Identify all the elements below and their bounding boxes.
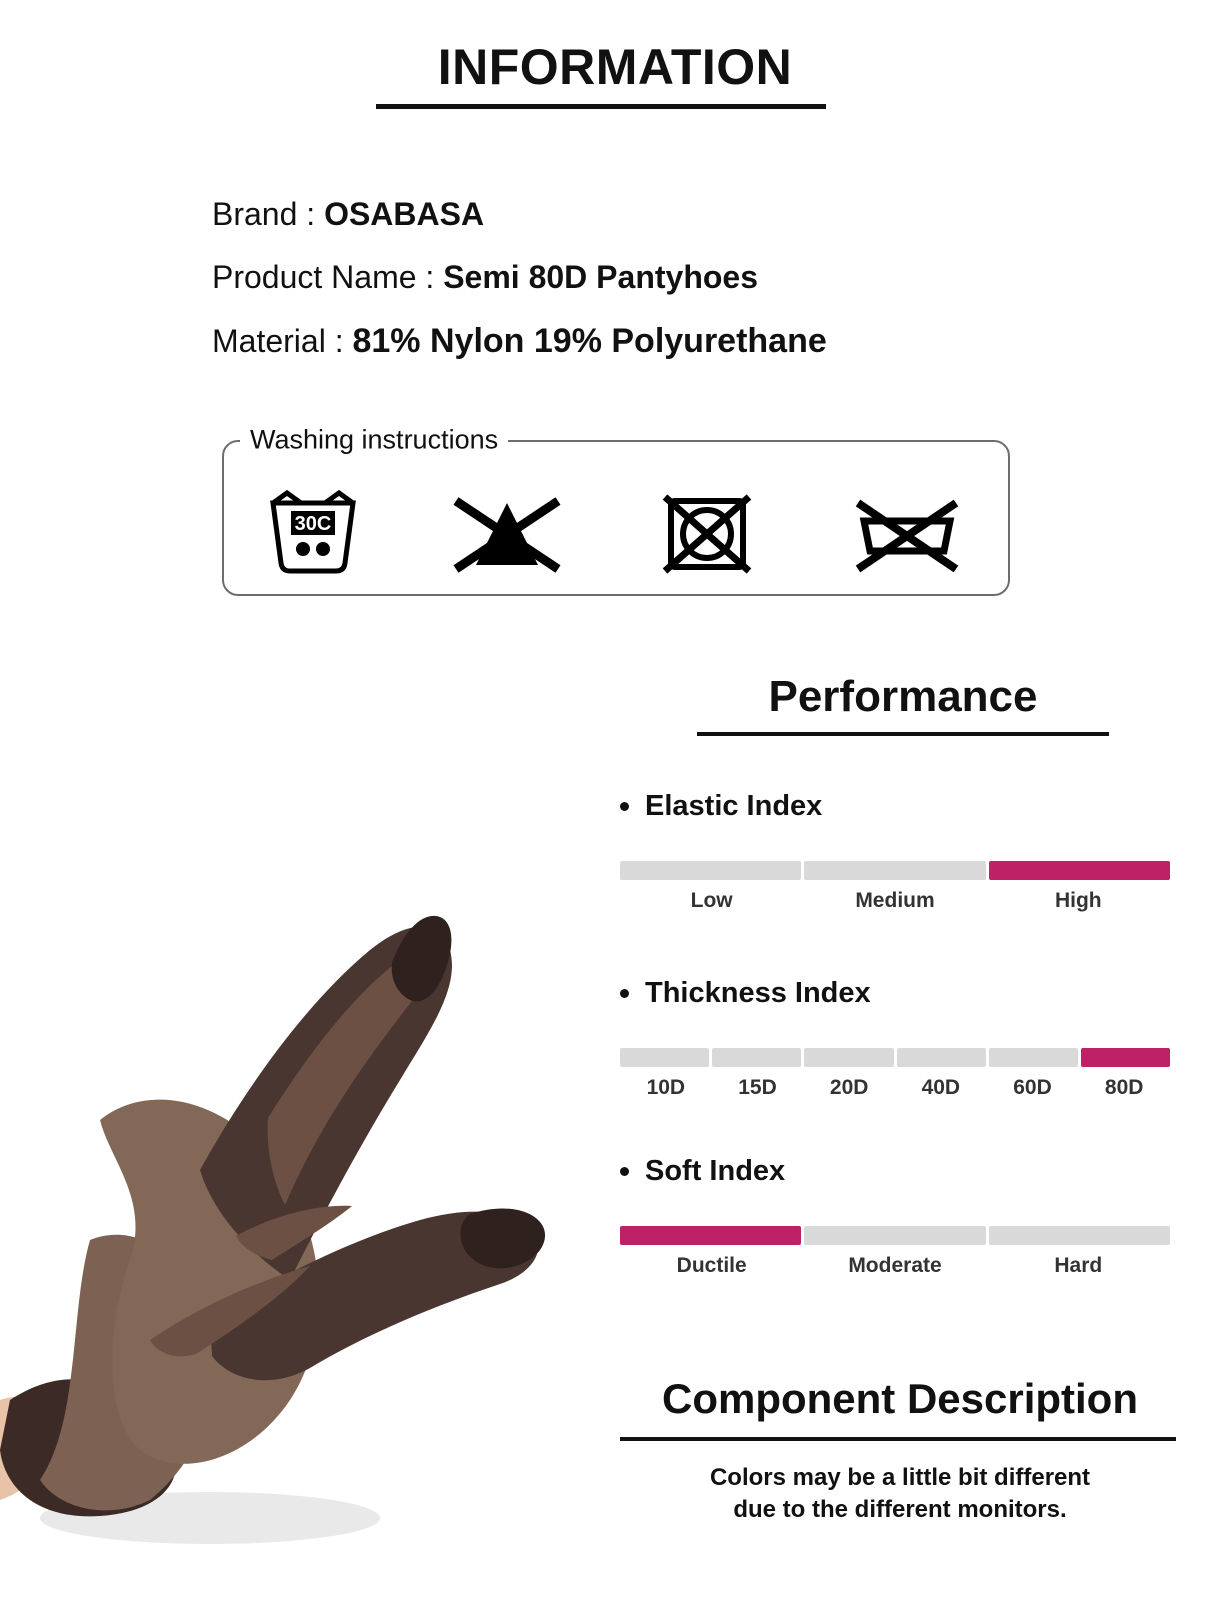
washing-icon-row: [222, 478, 1010, 588]
page-title-underline: [376, 104, 826, 109]
washing-instructions-legend: Washing instructions: [240, 427, 508, 454]
component-description-text: [620, 1462, 1180, 1527]
do-not-bleach-icon: [448, 485, 566, 581]
thickness-index-segment-40d: [897, 1048, 986, 1067]
performance-item-elastic-index: [620, 790, 1180, 913]
product-illustration: [0, 700, 610, 1560]
component-description-title: Component Description: [661, 1375, 1138, 1422]
thickness-index-bar: [620, 1048, 1170, 1067]
thickness-index-label-80d: 80D: [1104, 1076, 1144, 1099]
elastic-index-label-medium: Medium: [855, 889, 935, 912]
elastic-index-label-low: Low: [690, 889, 733, 912]
component-description-line-1: Colors may be a little bit different: [709, 1464, 1091, 1491]
spec-row-material: [212, 322, 827, 361]
thickness-index-segment-80d: [1081, 1048, 1170, 1067]
component-description-line-2: due to the different monitors.: [733, 1496, 1067, 1524]
soft-index-label-hard: Hard: [1054, 1254, 1103, 1277]
thickness-index-segment-15d: [712, 1048, 801, 1067]
thickness-index-label-10d: 10D: [646, 1076, 686, 1099]
thickness-index-label-20d: 20D: [829, 1076, 869, 1099]
performance-label-thickness-index: Thickness Index: [620, 977, 1180, 1010]
machine-wash-30c-icon: [267, 485, 359, 581]
do-not-iron-icon: [848, 485, 966, 581]
page-title: INFORMATION: [437, 39, 793, 95]
spec-label-material: Material :: [212, 323, 344, 359]
thickness-index-segment-60d: [989, 1048, 1078, 1067]
performance-label-elastic-index: Elastic Index: [620, 790, 1180, 823]
soft-index-segment-hard: [989, 1226, 1170, 1245]
soft-index-segment-moderate: [804, 1226, 985, 1245]
elastic-index-bar: [620, 861, 1170, 880]
spec-value-material: 81% Nylon 19% Polyurethane: [352, 322, 827, 360]
elastic-index-segment-medium: [804, 861, 985, 880]
performance-item-thickness-index: [620, 977, 1180, 1100]
elastic-index-segment-high: [989, 861, 1170, 880]
thickness-index-label-40d: 40D: [921, 1076, 961, 1099]
soft-index-bar-labels: [620, 1254, 1170, 1278]
thickness-index-segment-20d: [804, 1048, 893, 1067]
spec-value-brand: OSABASA: [324, 196, 485, 232]
performance-item-soft-index: [620, 1155, 1180, 1278]
spec-label-brand: Brand :: [212, 196, 316, 232]
bullet-icon: [620, 802, 629, 811]
bullet-icon: [620, 989, 629, 998]
soft-index-bar: [620, 1226, 1170, 1245]
elastic-index-label-high: High: [1054, 889, 1102, 912]
spec-row-product-name: [212, 259, 827, 296]
performance-title: Performance: [768, 672, 1038, 721]
soft-index-label-ductile: Ductile: [676, 1254, 747, 1277]
thickness-index-segment-10d: [620, 1048, 709, 1067]
soft-index-segment-ductile: [620, 1226, 801, 1245]
component-description-underline: [620, 1437, 1176, 1441]
performance-label-soft-index: Soft Index: [620, 1155, 1180, 1188]
svg-text:30C: 30C: [294, 513, 331, 535]
bullet-icon: [620, 1167, 629, 1176]
soft-index-label-moderate: Moderate: [848, 1254, 942, 1277]
thickness-index-label-60d: 60D: [1013, 1076, 1052, 1099]
do-not-tumble-dry-icon: [655, 485, 759, 581]
thickness-index-bar-labels: [620, 1076, 1170, 1100]
spec-row-brand: [212, 196, 827, 233]
spec-label-product-name: Product Name :: [212, 259, 435, 295]
product-spec-list: [212, 196, 827, 387]
performance-title-underline: [697, 732, 1109, 736]
elastic-index-segment-low: [620, 861, 801, 880]
spec-value-product-name: Semi 80D Pantyhoes: [443, 259, 758, 295]
thickness-index-label-15d: 15D: [738, 1076, 777, 1099]
elastic-index-bar-labels: [620, 889, 1170, 913]
